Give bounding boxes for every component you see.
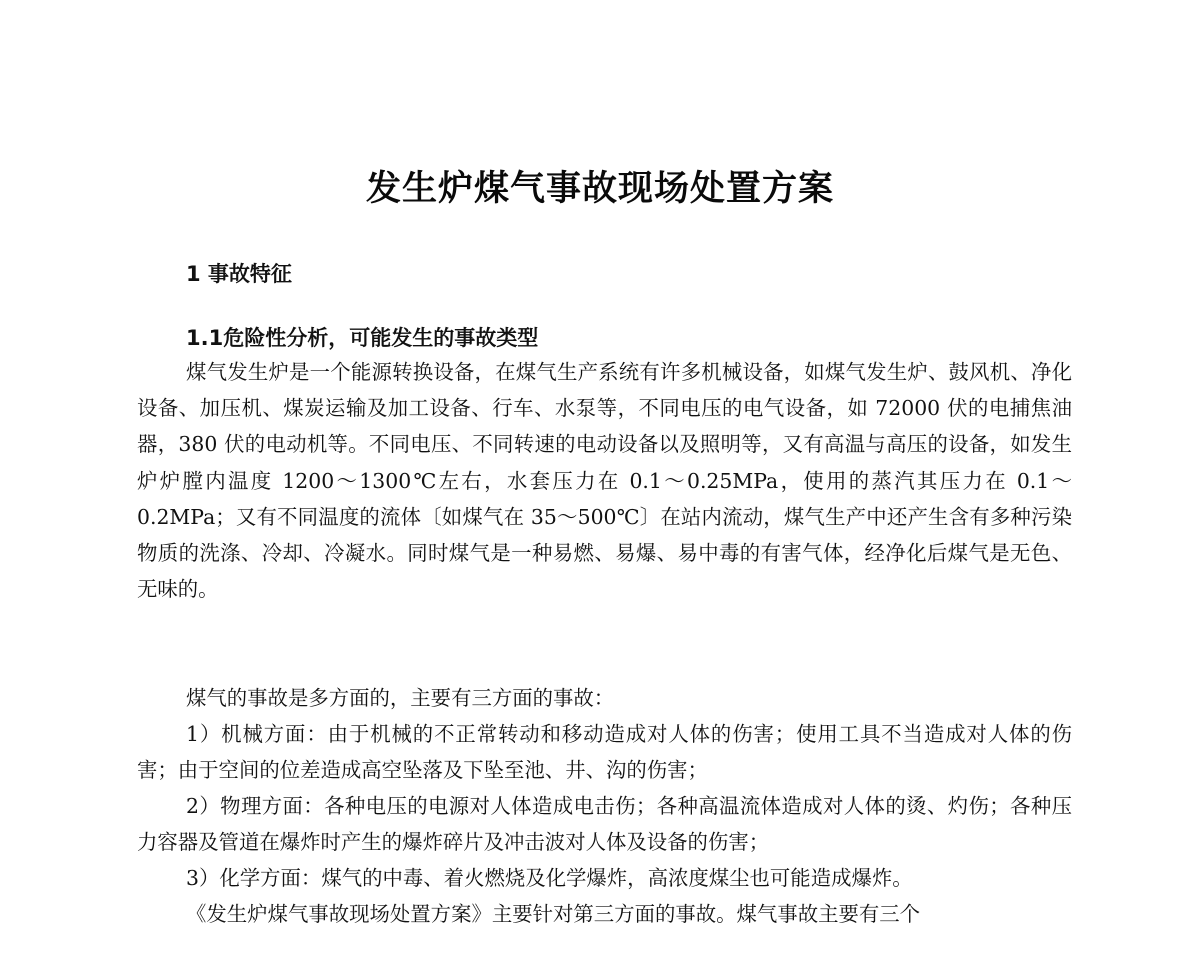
document-title: 发生炉煤气事故现场处置方案 [365,169,834,209]
paragraph-mechanical-hazards: 1）机械方面：由于机械的不正常转动和移动造成对人体的伤害；使用工具不当造成对人体的伤害；由于空间的位差造成高空坠落及下坠至池、井、沟的伤害； [137,722,1072,783]
paragraph-accident-types-intro: 煤气的事故是多方面的，主要有三方面的事故： [186,686,615,710]
section-heading-1: 1 事故特征 [186,262,292,286]
section-heading-1-1: 1.1危险性分析，可能发生的事故类型 [186,326,539,350]
paragraph-plan-scope: 《发生炉煤气事故现场处置方案》主要针对第三方面的事故。煤气事故主要有三个 [186,902,921,926]
paragraph-chemical-hazards: 3）化学方面：煤气的中毒、着火燃烧及化学爆炸，高浓度煤尘也可能造成爆炸。 [186,866,913,890]
paragraph-hazard-analysis: 煤气发生炉是一个能源转换设备，在煤气生产系统有许多机械设备，如煤气发生炉、鼓风机、净化设备、加压机、煤炭运输及加工设备、行车、水泵等，不同电压的电气设备，如 72000 伏的电捕焦油器，380 伏的电动机等。不同电压、不同转速的电动设备以及照明等，又有高温与高压的设备，如发生炉炉膛内温度 1200～1300℃左右，水套压力在 0.1～0.25MPa，使用的蒸汽其压力在 0.1～0.2MPa；又有不同温度的流体〔如煤气在 35～500℃〕在站内流动，煤气生产中还产生含有多种污染物质的洗涤、冷却、冷凝水。同时煤气是一种易燃、易爆、易中毒的有害气体，经净化后煤气是无色、无味的。 [137,360,1072,602]
paragraph-physical-hazards: 2）物理方面：各种电压的电源对人体造成电击伤；各种高温流体造成对人体的烫、灼伤；各种压力容器及管道在爆炸时产生的爆炸碎片及冲击波对人体及设备的伤害； [137,794,1072,855]
